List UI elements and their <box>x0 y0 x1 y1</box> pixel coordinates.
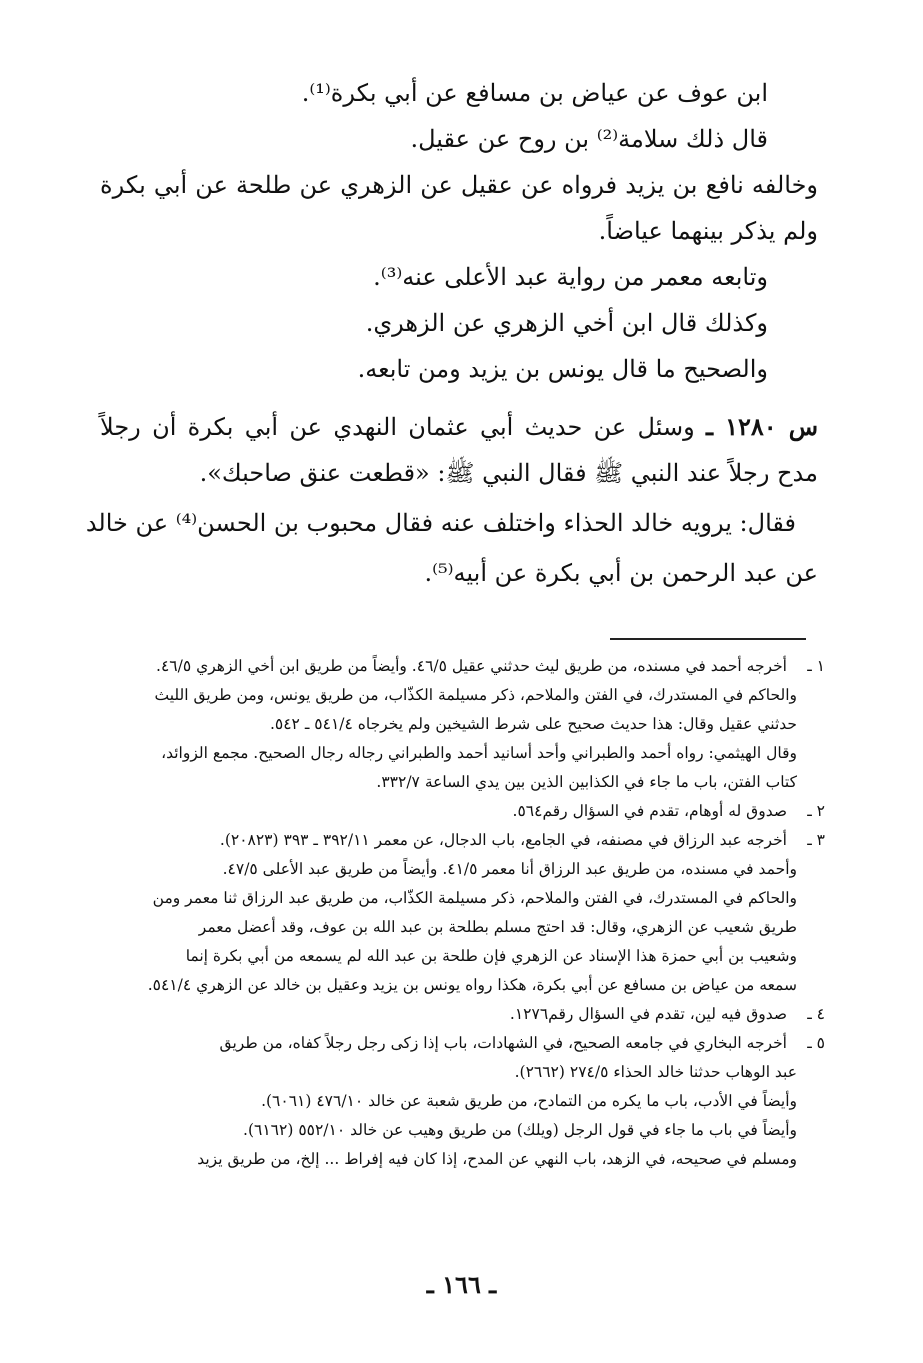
footnote-5 <box>95 1029 825 1174</box>
footnote-text: والحاكم في المستدرك، في الفتن والملاحم، ذكر مسيلمة الكذّاب، من طريق يونس، ومن طريق الليث <box>154 686 797 704</box>
footnote-text: حدثني عقيل وقال: هذا حديث صحيح على شرط الشيخين ولم يخرجاه ٥٤١/٤ ـ ٥٤٢. <box>269 715 797 733</box>
footnote-text: أخرجه عبد الرزاق في مصنفه، في الجامع، باب الدجال، عن معمر ٣٩٢/١١ ـ ٣٩٣ (٢٠٨٢٣). <box>219 831 787 849</box>
footnote-text: وأحمد في مسنده، من طريق عبد الرزاق أنا معمر ٤١/٥. وأيضاً من طريق عبد الأعلى ٤٧/٥. <box>222 860 797 878</box>
text-line: وخالفه نافع بن يزيد فرواه عن عقيل عن الزهري عن طلحة عن أبي بكرة <box>100 171 818 199</box>
footnote-text: عبد الوهاب حدثنا خالد الحذاء ٢٧٤/٥ (٢٦٦٢). <box>514 1063 797 1081</box>
text-line: ولم يذكر بينهما عياضاً. <box>598 217 818 245</box>
footnote-1 <box>95 652 825 797</box>
footnote-text: والحاكم في المستدرك، في الفتن والملاحم، ذكر مسيلمة الكذّاب، من طريق عبد الرزاق ثنا معمر ومن <box>152 889 797 907</box>
footnote-text: وأيضاً في باب ما جاء في قول الرجل (ويلك) من طريق وهيب عن خالد ٥٥٢/١٠ (٦١٦٢). <box>243 1121 797 1139</box>
footnote-text: ومسلم في صحيحه، في الزهد، باب النهي عن المدح، إذا كان فيه إفراط ... إلخ، من طريق يزيد <box>197 1150 797 1168</box>
footnote-number: ٣ ـ <box>807 831 825 849</box>
question-heading <box>100 412 818 442</box>
text-line: وتابعه معمر من رواية عبد الأعلى عنه⁽³⁾. <box>373 263 768 291</box>
footnote-text: كتاب الفتن، باب ما جاء في الكذابين الذين بين يدي الساعة ٣٣٢/٧. <box>376 773 797 791</box>
footnote-text: أخرجه البخاري في جامعه الصحيح، في الشهادات، باب إذا زكى رجل رجلاً كفاه، من طريق <box>219 1034 787 1052</box>
question-number: س ١٢٨٠ ـ <box>706 412 818 441</box>
footnote-4 <box>95 1000 825 1029</box>
question-text: وسئل عن حديث أبي عثمان النهدي عن أبي بكرة أن رجلاً <box>100 413 695 441</box>
footnote-text: صدوق فيه لين، تقدم في السؤال رقم١٢٧٦. <box>509 1005 787 1023</box>
text-line: ابن عوف عن عياض بن مسافع عن أبي بكرة⁽¹⁾. <box>301 79 768 107</box>
main-text <box>85 78 818 588</box>
footnote-3 <box>95 826 825 1000</box>
footnote-text: وشعيب بن أبي حمزة هذا الإسناد عن الزهري فإن طلحة بن عبد الله لم يسمعه من أبي بكرة إنما <box>185 947 797 965</box>
footnote-text: أخرجه أحمد في مسنده، من طريق ليث حدثني عقيل ٤٦/٥. وأيضاً من طريق ابن أخي الزهري ٤٦/٥. <box>156 657 787 675</box>
text-line: مدح رجلاً عند النبي ﷺ فقال النبي ﷺ: «قطعت عنق صاحبك». <box>199 459 818 487</box>
footnote-text: سمعه من عياض بن مسافع عن أبي بكرة، هكذا رواه يونس بن يزيد وعقيل بن خالد عن الزهري ٥٤١/٤. <box>147 976 797 994</box>
footnotes <box>95 652 825 1174</box>
text-line: قال ذلك سلامة⁽²⁾ بن روح عن عقيل. <box>410 125 768 153</box>
footnote-text: صدوق له أوهام، تقدم في السؤال رقم٥٦٤. <box>512 802 787 820</box>
footnote-number: ٥ ـ <box>807 1034 825 1052</box>
text-line: وكذلك قال ابن أخي الزهري عن الزهري. <box>365 309 768 337</box>
text-line: والصحيح ما قال يونس بن يزيد ومن تابعه. <box>357 355 768 383</box>
footnote-number: ١ ـ <box>807 657 825 675</box>
footnote-2 <box>95 797 825 826</box>
page-number: ـ ١٦٦ ـ <box>426 1270 497 1299</box>
footnote-number: ٢ ـ <box>807 802 825 820</box>
text-line: عن عبد الرحمن بن أبي بكرة عن أبيه⁽⁵⁾. <box>424 559 818 587</box>
footnote-separator <box>610 638 806 640</box>
footnote-text: وأيضاً في الأدب، باب ما يكره من التمادح، من طريق شعبة عن خالد ٤٧٦/١٠ (٦٠٦١). <box>261 1092 797 1110</box>
footnote-text: طريق شعيب عن الزهري، وقال: قد احتج مسلم بطلحة بن عبد الله بن عوف، وقد أعضل معمر <box>198 918 797 936</box>
footnote-number: ٤ ـ <box>807 1005 825 1023</box>
footnote-text: وقال الهيثمي: رواه أحمد والطبراني وأحد أسانيد أحمد والطبراني رجاله رجال الصحيح. مجمع الزوائد، <box>161 744 797 762</box>
text-line: فقال: يرويه خالد الحذاء واختلف عنه فقال محبوب بن الحسن⁽⁴⁾ عن خالد <box>85 509 796 537</box>
